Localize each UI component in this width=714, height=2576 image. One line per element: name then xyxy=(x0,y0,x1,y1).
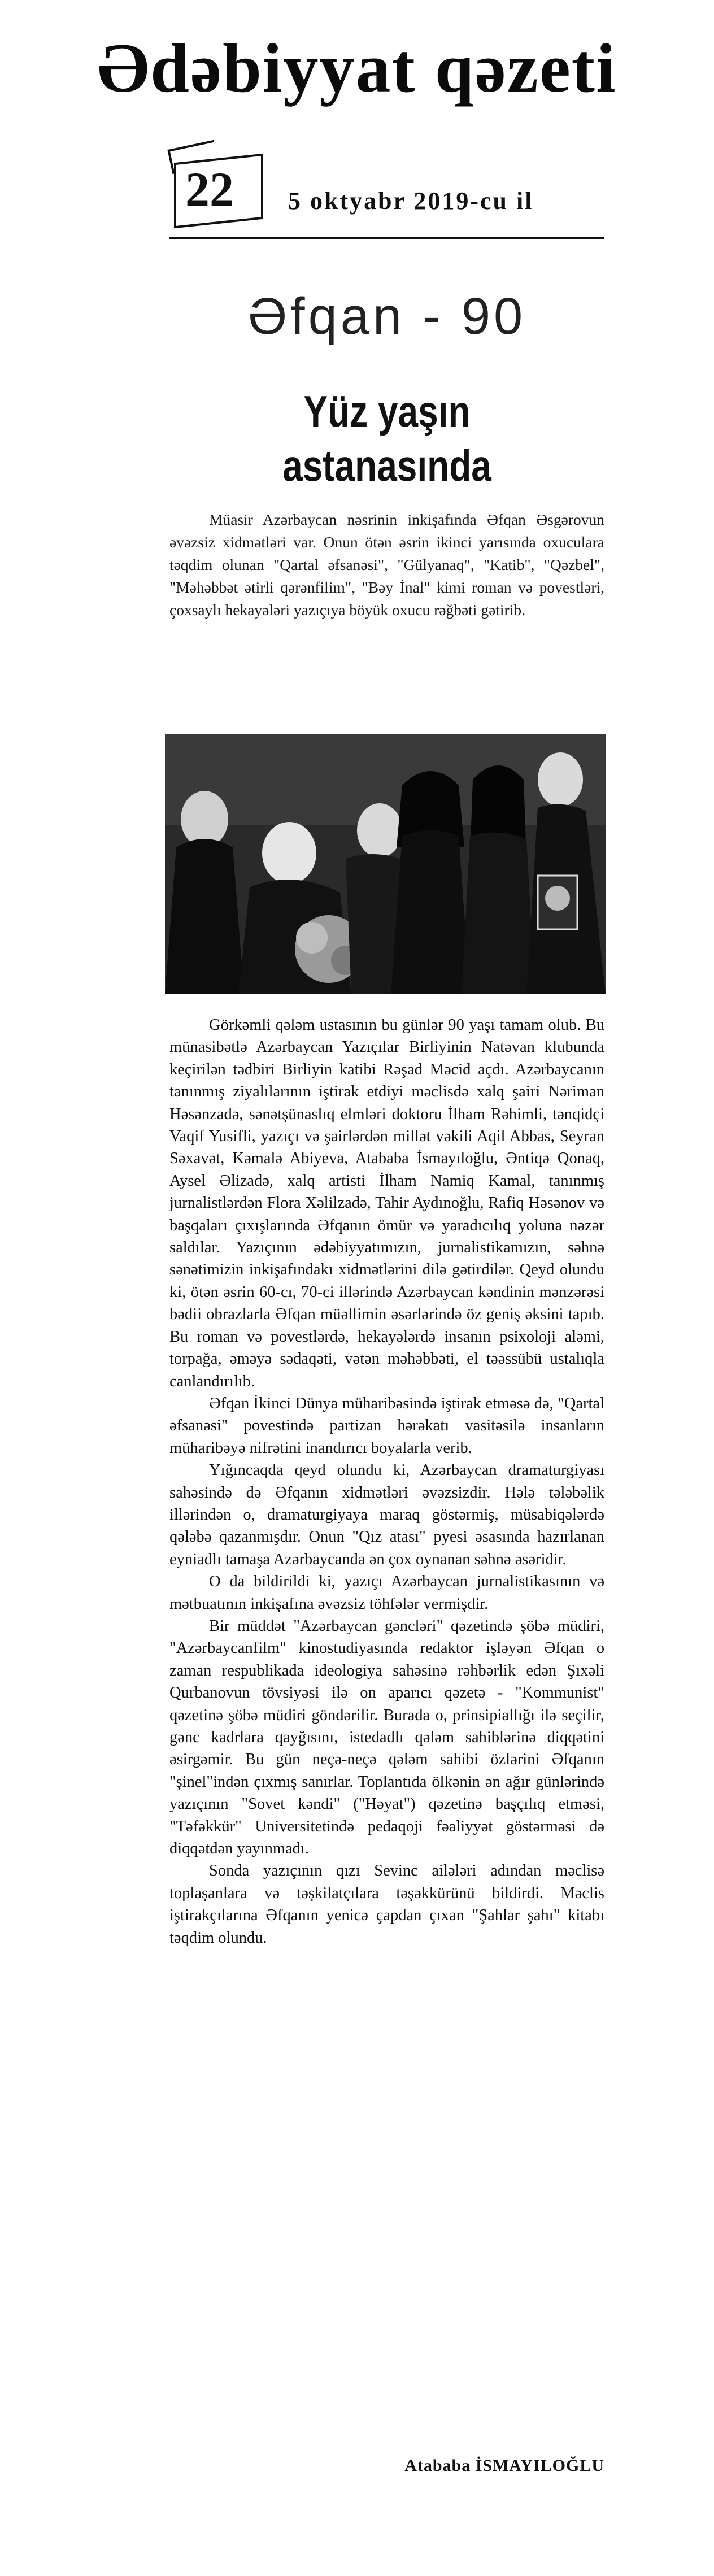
event-photo-illustration xyxy=(165,734,606,994)
page-number: 22 xyxy=(185,162,234,216)
author-signature: Atababa İSMAYILOĞLU xyxy=(404,2456,604,2475)
event-photo xyxy=(165,734,606,994)
article-body xyxy=(169,1014,604,1949)
article-lead: Müasir Azərbaycan nəsrinin inkişafında Əfqan Əsgərovun əvəzsiz xidmətləri var. Onun ötən əsrin ikinci yarısında oxuculara təqdim olunan "Qartal əfsanəsi", "Gülyanaq", "Katib", "Qəzbel", "Məhəbbət ətirli qərənfilim", "Bəy İnal" kimi roman və povestləri, çoxsaylı hekayələri yazıçıya böyük oxucu rəğbəti gətirib. xyxy=(169,511,604,619)
page-number-badge xyxy=(169,141,260,220)
body-paragraph: Sonda yazıçının qızı Sevinc ailələri adından məclisə toplaşanlara və təşkilatçılara təşəkkürünü bildirdi. Məclis iştirakçılarına Əfqanın yenicə çapdan çıxan "Şahlar şahı" kitabı təqdim olundu. xyxy=(169,1862,604,1947)
body-paragraph: Əfqan İkinci Dünya müharibəsində iştirak etməsə də, "Qartal əfsanəsi" povestində partizan hərəkatı vasitəsilə insanların müharibəyə nifrətini inandırıcı boyalarla verib. xyxy=(169,1394,604,1457)
header-divider xyxy=(169,237,604,239)
issue-date: 5 oktyabr 2019-cu il xyxy=(288,187,534,215)
headline-line-2: astanasında xyxy=(282,441,491,490)
body-paragraph: Görkəmli qələm ustasının bu günlər 90 yaşı tamam olub. Bu münasibətlə Azərbaycan Yazıçılar Birliyinin Natəvan klubunda keçirilən tədbiri Birliyin katibi Rəşad Məcid açdı. Azərbaycanın tanınmış ziyalılarının iştirak etdiyi məclisdə xalq şairi Nəriman Həsənzadə, sənətşünaslıq elmləri doktoru İlham Rəhimli, tənqidçi Vaqif Yusifli, yazıçı və şairlərdən millət vəkili Aqil Abbas, Seyran Səxavət, Kəmalə Abiyeva, Atababa İsmayıloğlu, Əntiqə Qonaq, Aysel Əlizadə, xalq artisti İlham Namiq Kamal, tanınmış jurnalistlərdən Flora Xəlilzadə, Tahir Aydınoğlu, Rafiq Həsənov və başqaları çıxışlarında Əfqanın ömür və yaradıcılıq yoluna nəzər saldılar. Yazıçının ədəbiyyatımızın, jurnalistikamızın, səhnə sənətimizin inkişafındakı xidmətlərini dilə gətirdilər. Qeyd olundu ki, ötən əsrin 60-cı, 70-ci illərində Azərbaycan kəndinin mənzərəsi bədii obrazlarla Əfqan müəllimin əsərlərində öz geniş əksini tapıb. Bu roman və povestlərdə, hekayələrdə insanın psixoloji aləmi, torpağa, əməyə sədaqəti, vətən məhəbbəti, el təəssübü ustalıqla canlandırılıb. xyxy=(169,1016,604,1390)
headline-line-1: Yüz yaşın xyxy=(303,386,471,436)
body-paragraph: O da bildirildi ki, yazıçı Azərbaycan jurnalistikasının və mətbuatının inkişafına əvəzsiz töhfələr vermişdir. xyxy=(169,1573,604,1613)
article-headline xyxy=(208,384,565,493)
body-paragraph: Bir müddət "Azərbaycan gəncləri" qəzetində şöbə müdiri, "Azərbaycanfilm" kinostudiyasında redaktor işləyən Əfqan o zaman respublikada ideologiya sahəsinə rəhbərlik edən Şıxəli Qurbanovun tövsiyəsi ilə on aparıcı qəzetə - "Kommunist" qəzetinə şöbə müdiri göndərilir. Burada o, prinsipiallığı ilə seçilir, gənc kadrlara qayğısını, istedadlı qələm sahiblərinə diqqətini əsirgəmir. Bu gün neçə-neçə qələm sahibi özlərini Əfqanın "şinel"indən çıxmış sanırlar. Toplantıda ölkənin ən ağır günlərində yazıçının "Sovet kəndi" ("Həyat") qəzetinə başçılıq etməsi, "Təfəkkür" Universitetində pedaqoji fəaliyyət göstərməsi də diqqətdən yayınmadı. xyxy=(169,1617,604,1858)
body-paragraph: Yığıncaqda qeyd olundu ki, Azərbaycan dramaturgiyası sahəsində də Əfqanın xidmətləri əvəzsizdir. Hələ tələbəlik illərindən o, dramaturgiyaya maraq göstərmiş, müsabiqələrdə qələbə qazanmışdır. Onun "Qız atası" pyesi əsasında hazırlanan eyniadlı tamaşa Azərbaycanda ən çox oynanan səhnə əsəridir. xyxy=(169,1461,604,1568)
article-rubric: Əfqan - 90 xyxy=(247,288,526,345)
newspaper-title: Ədəbiyyat qəzeti xyxy=(97,29,617,107)
